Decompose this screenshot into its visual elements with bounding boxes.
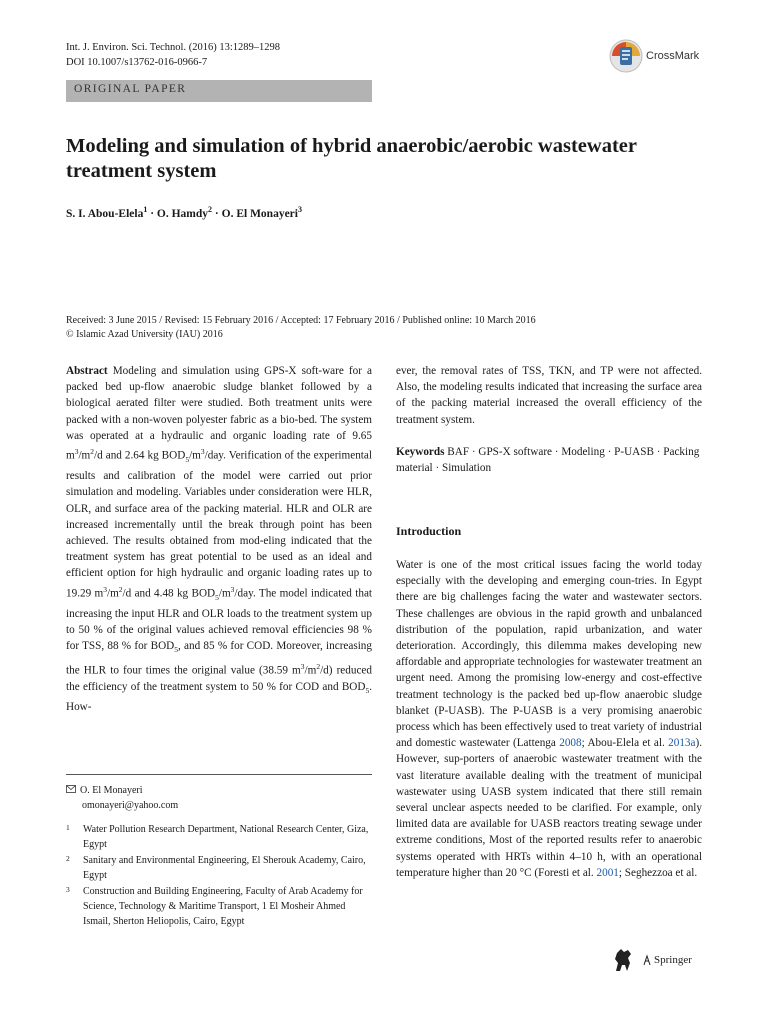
author-list bbox=[66, 205, 302, 220]
superscript: 3 bbox=[103, 584, 107, 594]
springer-label bbox=[642, 954, 692, 966]
abstract-text: /m bbox=[218, 587, 231, 600]
affiliation-text: Sanitary and Environmental Engineering, El Sherouk Academy, Cairo, Egypt bbox=[83, 855, 366, 881]
abstract-continued bbox=[396, 363, 702, 428]
publisher-logo bbox=[612, 947, 692, 973]
footnote-divider bbox=[66, 774, 372, 775]
abstract-text: /day. The model indicated that increasing the input HLR and OLR loads to the treatment system up to 50 % of the original values achieved removal efficiencies 98 % for TSS, 88 % for BOD bbox=[66, 587, 373, 653]
abstract-text: /d) reduced the efficiency of the treatment system to 50 % for COD and BOD bbox=[66, 664, 372, 693]
article-history bbox=[66, 314, 536, 342]
subscript: 5 bbox=[215, 592, 219, 602]
author-affiliation-mark: 2 bbox=[208, 205, 213, 214]
subscript: 5 bbox=[365, 685, 370, 695]
author-affiliation-mark: 1 bbox=[143, 205, 148, 214]
affiliation bbox=[66, 884, 372, 929]
keywords-label: Keywords bbox=[396, 446, 445, 458]
abstract-label: Abstract bbox=[66, 365, 108, 377]
author-separator: · bbox=[147, 207, 157, 220]
abstract-text: /day. Verification of the experimental results and calibration of the model were carried out prior simulation and modeling. Variables under consideration were HLR, OLR, and surface area of the packing material. HLR and OLR are increased incrementally until the break through point has been achieved. The results obtained from mod-eling indicated that the treatment system has great potential to be used as an ideal and efficient option for high hydraulic and organic loading rates up to 19.29 m bbox=[66, 449, 372, 600]
journal-info bbox=[66, 40, 280, 70]
paper-title: Modeling and simulation of hybrid anaerobic/aerobic wastewater treatment system bbox=[66, 135, 637, 182]
intro-text: ). However, sup-porters of anaerobic wastewater treatment with the vast literature available dealing with the treatment of municipal wastewater using UASB system indicated that there still remain several unclear aspects needed to be clarified. For example, only limited data are available for UASB reactors treating sewage under extreme conditions, Most of the reported results refer to anaerobic systems operated with HRTs within 4–10 h, with an operational temperature higher than 20 °C (Foresti et al. bbox=[396, 737, 702, 879]
copyright-line: © Islamic Azad University (IAU) 2016 bbox=[66, 329, 223, 340]
intro-text: Water is one of the most critical issues facing the world today especially with the developing and emerging coun-tries. In Egypt there are big challenges facing the water and wastewater sectors. These challenges are obvious in the rapid growth and unbalanced distribution of the population, rapid urbanization, and water deterioration. Accordingly, this dilemma makes developing new affordable and appropriate technologies for wastewater treatment an urgent need. Among the promising low-energy and cost-effective treatment technology is the packed bed up-flow anaerobic sludge blanket (P-UASB). The P-UASB is a very promising anaerobic process which has been effectively used to treat variety of industrial and domestic wastewater (Lattenga bbox=[396, 559, 702, 750]
author-separator: · bbox=[212, 207, 222, 220]
introduction-body bbox=[396, 557, 702, 881]
crossmark-icon bbox=[608, 38, 644, 74]
affiliation-number: 1 bbox=[66, 823, 70, 832]
abstract-text: /m bbox=[304, 664, 317, 677]
superscript: 3 bbox=[230, 584, 235, 594]
envelope-icon bbox=[66, 783, 80, 798]
abstract-text: /d and 2.64 kg BOD bbox=[94, 449, 186, 462]
abstract-text: /m bbox=[106, 587, 119, 600]
journal-citation: Int. J. Environ. Sci. Technol. (2016) 13:1289–1298 bbox=[66, 42, 281, 53]
superscript: 3 bbox=[200, 447, 205, 457]
publisher-name: Springer bbox=[654, 954, 692, 966]
abstract-text: . How- bbox=[66, 680, 372, 713]
superscript: 2 bbox=[316, 661, 321, 671]
corresponding-author-email[interactable]: omonayeri@yahoo.com bbox=[82, 800, 179, 811]
superscript: 2 bbox=[118, 584, 123, 594]
superscript: 3 bbox=[74, 447, 79, 457]
subscript: 5 bbox=[174, 645, 179, 655]
citation-link[interactable]: 2013a bbox=[668, 737, 696, 750]
article-type-banner bbox=[66, 80, 372, 102]
doi[interactable]: DOI 10.1007/s13762-016-0966-7 bbox=[66, 57, 208, 68]
author-name[interactable]: S. I. Abou-Elela bbox=[66, 207, 144, 220]
abstract-text: /m bbox=[78, 449, 91, 462]
affiliation-number: 3 bbox=[66, 885, 70, 894]
affiliation-number: 2 bbox=[66, 854, 70, 863]
keywords bbox=[396, 444, 702, 476]
author-affiliation-mark: 3 bbox=[297, 205, 302, 214]
abstract-text: , and 85 % for COD. Moreover, increasing the HLR to four times the original value (38.59 m bbox=[66, 640, 372, 677]
superscript: 3 bbox=[300, 661, 305, 671]
superscript: 2 bbox=[90, 447, 95, 457]
affiliation bbox=[66, 853, 372, 883]
affiliation bbox=[66, 822, 372, 852]
abstract-text: Modeling and simulation using GPS-X soft-ware for a packed bed up-flow anaerobic sludge blanket followed by a biological aerated filter were studied. Both treatment units were packed with a non-woven polyester fabric as a bio-bed. The system was operated at a hydraulic and organic loading rate of 9.65 m bbox=[66, 365, 372, 462]
history-dates: Received: 3 June 2015 / Revised: 15 February 2016 / Accepted: 17 February 2016 / Published online: 10 March 2016 bbox=[66, 315, 536, 326]
citation-link[interactable]: 2008 bbox=[559, 737, 582, 750]
abstract bbox=[66, 363, 372, 715]
subscript: 5 bbox=[185, 454, 190, 464]
keywords-list: BAF · GPS-X software · Modeling · P-UASB · Packing material · Simulation bbox=[396, 446, 700, 475]
author-name[interactable]: O. Hamdy bbox=[156, 207, 209, 220]
affiliation-text: Construction and Building Engineering, Faculty of Arab Academy for Science, Technology & Maritime Transport, 1 El Mosheir Ahmed Ismail, Sherton Heliopolis, Cairo, Egypt bbox=[83, 886, 363, 927]
abstract-text: /d and 4.48 kg BOD bbox=[122, 587, 216, 600]
article-type-label: ORIGINAL PAPER bbox=[74, 83, 187, 95]
author-name[interactable]: O. El Monayeri bbox=[221, 207, 298, 220]
abstract-continued-text: ever, the removal rates of TSS, TKN, and TP were not affected. Also, the modeling results indicated that increasing the surface area of the packing material increased the overall efficiency of the treatment system. bbox=[396, 365, 702, 426]
abstract-text: /m bbox=[189, 449, 201, 462]
section-heading-introduction: Introduction bbox=[396, 524, 462, 538]
affiliation-text: Water Pollution Research Department, National Research Center, Giza, Egypt bbox=[83, 824, 369, 850]
intro-text: ; Abou-Elela et al. bbox=[581, 737, 669, 750]
springer-horse-icon bbox=[612, 947, 634, 973]
intro-text: ; Seghezzoa et al. bbox=[618, 866, 698, 879]
corresponding-author-name: O. El Monayeri bbox=[80, 785, 143, 796]
citation-link[interactable]: 2001 bbox=[596, 866, 619, 879]
crossmark-label: CrossMark bbox=[646, 50, 700, 62]
crossmark-badge[interactable] bbox=[608, 38, 699, 74]
corresponding-author bbox=[66, 783, 178, 813]
springer-mark-icon bbox=[642, 954, 652, 966]
